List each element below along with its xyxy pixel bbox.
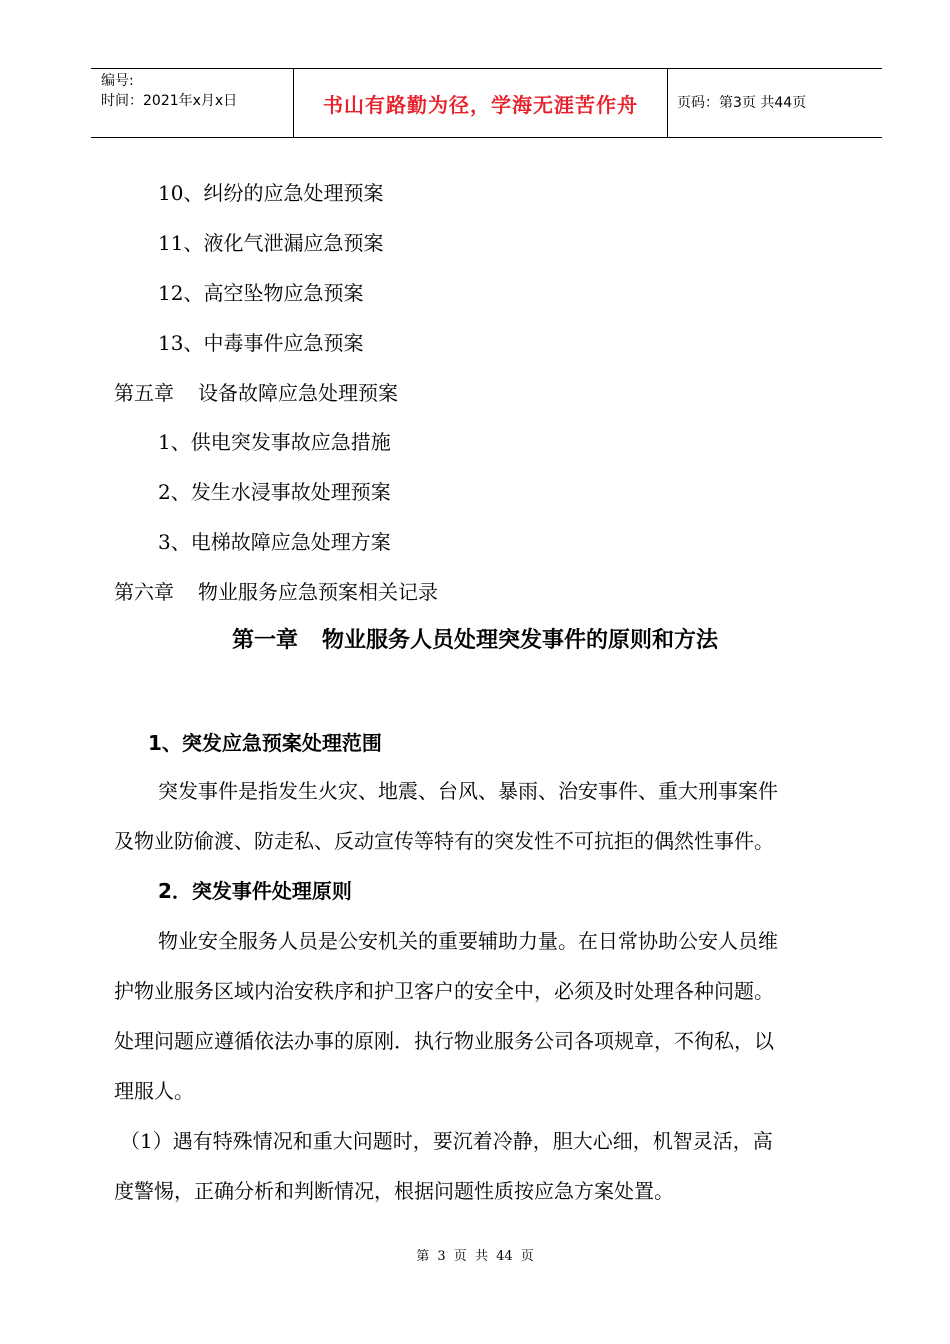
chapter-1-title (0, 626, 950, 656)
footer-total-prefix: 共 (474, 1249, 488, 1264)
toc-chapter-5-number: 第五章 (114, 381, 174, 405)
toc-item-5-3: 3、电梯故障应急处理方案 (158, 530, 391, 554)
section-2-item-1-line-1: （1）遇有特殊情况和重大问题时，要沉着冷静，胆大心细，机智灵活，高 (120, 1129, 773, 1153)
header-motto: 书山有路勤为径，学海无涯苦作舟 (323, 92, 638, 117)
section-2-para-line-3: 处理问题应遵循依法办事的原刚．执行物业服务公司各项规章，不徇私，以 (114, 1029, 774, 1053)
section-2-item-1-line-2: 度警惕，正确分析和判断情况，根据问题性质按应急方案处置。 (114, 1179, 674, 1203)
toc-chapter-6-number: 第六章 (114, 580, 174, 604)
toc-chapter-6-title: 物业服务应急预案相关记录 (198, 580, 438, 604)
footer-total-pages: 44 (496, 1249, 513, 1264)
section-1-para-line-1: 突发事件是指发生火灾、地震、台风、暴雨、治安事件、重大刑事案件 (158, 779, 778, 803)
section-2-para-line-2: 护物业服务区域内治安秩序和护卫客户的安全中，必须及时处理各种问题。 (114, 979, 774, 1003)
footer-page-word: 页 (453, 1249, 467, 1264)
header-page-cell (667, 69, 882, 137)
toc-item-5-2: 2、发生水浸事故处理预案 (158, 480, 391, 504)
toc-chapter-6 (114, 578, 438, 606)
toc-item-5-1: 1、供电突发事故应急措施 (158, 430, 391, 454)
chapter-1-heading: 物业服务人员处理突发事件的原则和方法 (322, 628, 719, 653)
section-2-para-line-1: 物业安全服务人员是公安机关的重要辅助力量。在日常协助公安人员维 (158, 929, 778, 953)
toc-item-13: 13、中毒事件应急预案 (158, 331, 364, 355)
footer-total-word: 页 (520, 1249, 534, 1264)
chapter-1-number: 第一章 (231, 628, 298, 653)
header-motto-cell (293, 69, 668, 137)
footer-page-number: 3 (437, 1249, 446, 1264)
header-number-label: 编号: (101, 73, 134, 89)
section-2-para-line-4: 理服人。 (114, 1079, 194, 1103)
toc-chapter-5-title: 设备故障应急处理预案 (198, 381, 398, 405)
header-time-label: 时间：2021年x月x日 (101, 93, 238, 109)
toc-item-11: 11、液化气泄漏应急预案 (158, 231, 384, 255)
section-1-heading: 1、突发应急预案处理范围 (148, 731, 382, 755)
header-meta-cell (91, 69, 293, 137)
section-1-para-line-2: 及物业防偷渡、防走私、反动宣传等特有的突发性不可抗拒的偶然性事件。 (114, 829, 774, 853)
footer-prefix: 第 (416, 1249, 430, 1264)
toc-chapter-5 (114, 379, 398, 407)
page-footer (0, 1248, 950, 1266)
header-page-label: 页码：第3页 共44页 (677, 95, 807, 111)
page-header (91, 68, 882, 138)
toc-item-12: 12、高空坠物应急预案 (158, 281, 364, 305)
toc-item-10: 10、纠纷的应急处理预案 (158, 181, 384, 205)
section-2-heading: 2．突发事件处理原则 (158, 879, 352, 903)
